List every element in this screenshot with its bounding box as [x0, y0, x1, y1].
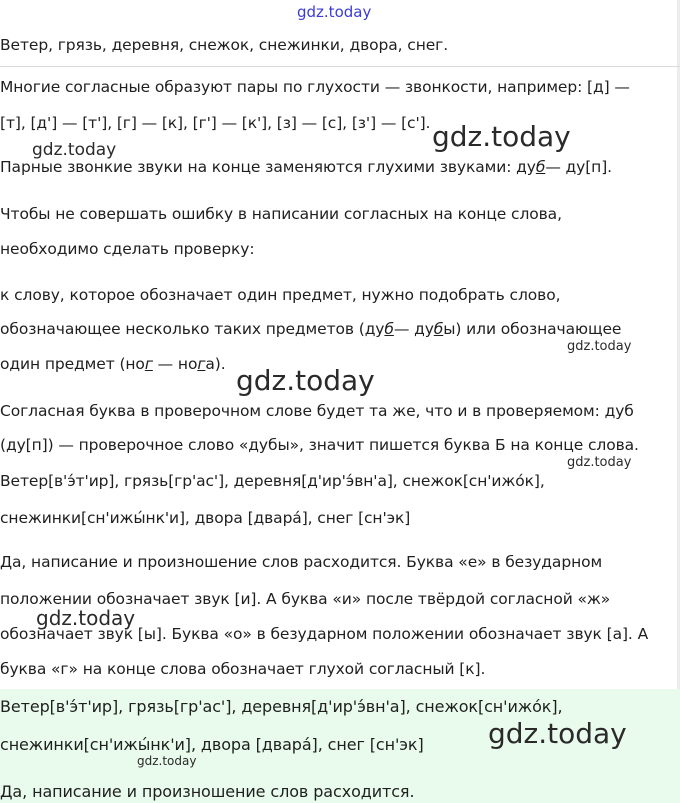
rule-line-8: [0, 355, 226, 373]
answer-line-1: Ветер[в'э́т'ир], грязь[гр'ас'], деревня[д'ир'э́вн'а], снежок[сн'ижо́к],: [0, 697, 563, 716]
watermark-top: gdz.today: [297, 3, 372, 21]
rule-line-5: необходимо сделать проверку:: [0, 240, 255, 258]
rule-line-8-a: один предмет (но: [0, 355, 145, 373]
rule-line-4: Чтобы не совершать ошибку в написании согласных на конце слова,: [0, 205, 562, 223]
rule-line-7-c: ы) или обозначающее: [443, 320, 622, 338]
watermark-small-2: gdz.today: [567, 455, 632, 470]
rule-line-8-u2: г: [197, 355, 206, 373]
rule-line-3-underlined: б: [535, 158, 546, 176]
divider: [0, 66, 680, 67]
rule-line-9: Согласная буква в проверочном слове будет та же, что и в проверяемом: дуб: [0, 402, 634, 420]
watermark-medium-1: gdz.today: [32, 140, 117, 160]
rule-line-3: [0, 158, 612, 176]
watermark-small-3: gdz.today: [137, 754, 197, 768]
watermark-large-1: gdz.today: [432, 120, 571, 153]
transcription-line-2: снежинки[сн'ижы́нк'и], двора [двара́], снег [сн'эк]: [0, 509, 411, 527]
answer-line-3: Да, написание и произношение слов расходится.: [0, 782, 415, 801]
word-list: Ветер, грязь, деревня, снежок, снежинки, двора, снег.: [0, 36, 449, 54]
rule-line-7: [0, 320, 621, 338]
explanation-line-2: положении обозначает звук [и]. А буква «и» после твёрдой согласной «ж»: [0, 590, 611, 608]
rule-line-7-a: обозначающее несколько таких предметов (ду: [0, 320, 385, 338]
rule-line-6: к слову, которое обозначает один предмет, нужно подобрать слово,: [0, 286, 561, 304]
explanation-line-1: Да, написание и произношение слов расходится. Буква «е» в безударном: [0, 553, 603, 571]
rule-line-8-c: а).: [205, 355, 226, 373]
answer-line-2: снежинки[сн'ижы́нк'и], двора [двара́], снег [сн'эк]: [0, 735, 424, 754]
transcription-line-1: Ветер[в'э́т'ир], грязь[гр'ас'], деревня[д'ир'э́вн'а], снежок[сн'ижо́к],: [0, 472, 545, 490]
watermark-large-3: gdz.today: [488, 717, 627, 750]
explanation-line-4: буква «г» на конце слова обозначает глухой согласный [к].: [0, 660, 486, 678]
watermark-medium-2: gdz.today: [36, 606, 136, 630]
rule-line-1: Многие согласные образуют пары по глухости — звонкости, например: [д] —: [0, 78, 630, 96]
rule-line-3-b: — ду[п].: [545, 158, 612, 176]
rule-line-7-u2: б: [433, 320, 444, 338]
watermark-small-1: gdz.today: [567, 339, 632, 354]
rule-line-3-a: Парные звонкие звуки на конце заменяются глухими звуками: ду: [0, 158, 536, 176]
rule-line-2: [т], [д'] — [т'], [г] — [к], [г'] — [к'], [з] — [с], [з'] — [с'].: [0, 114, 431, 132]
rule-line-7-b: — ду: [393, 320, 434, 338]
rule-line-7-u1: б: [384, 320, 394, 338]
rule-line-10: (ду[п]) — проверочное слово «дубы», значит пишется буква Б на конце слова.: [0, 436, 639, 454]
watermark-large-2: gdz.today: [236, 364, 375, 397]
rule-line-8-u1: г: [144, 355, 153, 373]
explanation-line-3: обозначает звук [ы]. Буква «о» в безударном положении обозначает звук [а]. А: [0, 625, 649, 643]
rule-line-8-b: — но: [152, 355, 198, 373]
